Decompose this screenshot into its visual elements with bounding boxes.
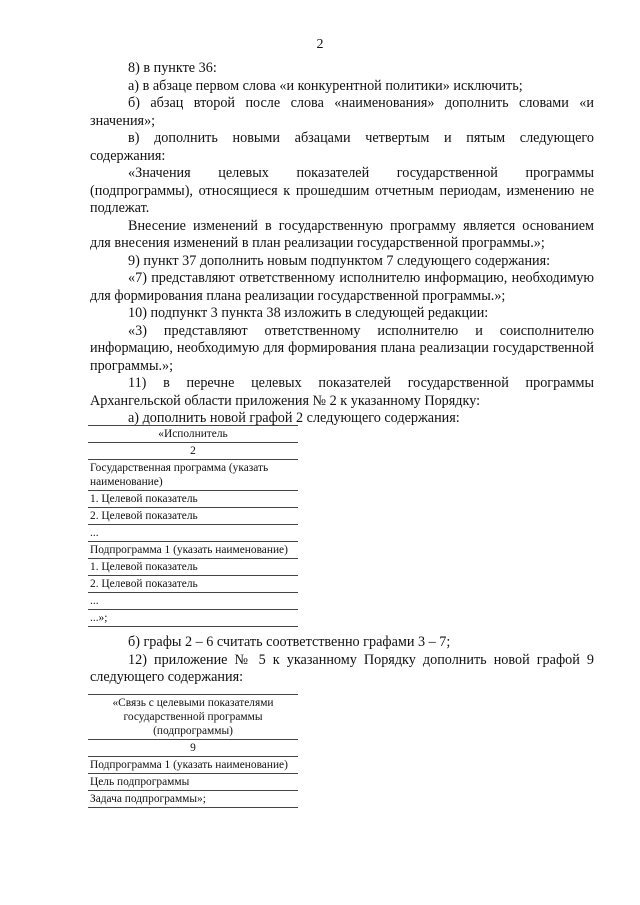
table-row: 1. Целевой показатель (88, 491, 298, 508)
table-row: 1. Целевой показатель (88, 559, 298, 576)
paragraph: а) в абзаце первом слова «и конкурентной политики» исключить; (128, 77, 523, 94)
table-row: ...»; (88, 610, 298, 627)
column-number: 9 (88, 740, 298, 757)
document-body-middle (90, 634, 594, 687)
table-row: 2. Целевой показатель (88, 508, 298, 525)
paragraph: а) дополнить новой графой 2 следующего содержания: (128, 410, 460, 426)
paragraph: 8) в пункте 36: (128, 60, 217, 76)
paragraph: Внесение изменений в государственную программу является основанием для внесения изменений в план реализации государственной программы.»; (90, 217, 594, 251)
paragraph: 9) пункт 37 дополнить новым подпунктом 7 следующего содержания: (128, 252, 551, 269)
target-link-table (88, 694, 298, 808)
table-row: ... (88, 525, 298, 542)
paragraph: в) дополнить новыми абзацами четвертым и пятым следующего содержания: (90, 130, 594, 164)
paragraph: б) графы 2 – 6 считать соответственно графами 3 – 7; (128, 634, 451, 650)
paragraph: 12) приложение № 5 к указанному Порядку дополнить новой графой 9 следующего содержания: (90, 651, 594, 685)
table-row: Подпрограмма 1 (указать наименование) (88, 757, 298, 774)
paragraph: «7) представляют ответственному исполнителю информацию, необходимую для формирования плана реализации государственной программы.»; (90, 270, 594, 304)
table-row: Государственная программа (указать наименование) (88, 460, 298, 491)
executor-table (88, 425, 298, 627)
column-number: 2 (88, 443, 298, 460)
table-row: Подпрограмма 1 (указать наименование) (88, 542, 298, 559)
table-row: Цель подпрограммы (88, 774, 298, 791)
table-row: ... (88, 593, 298, 610)
table-row: 2. Целевой показатель (88, 576, 298, 593)
table-header: «Связь с целевыми показателями государственной программы (подпрограммы) (88, 695, 298, 740)
paragraph: 11) в перечне целевых показателей государственной программы Архангельской области приложения № 2 к указанному Порядку: (90, 375, 594, 409)
paragraph: б) абзац второй после слова «наименования» дополнить словами «и значения»; (90, 95, 594, 129)
paragraph: «Значения целевых показателей государственной программы (подпрограммы), относящиеся к прошедшим отчетным периодам, изменению не подлежат. (90, 165, 594, 216)
paragraph: 10) подпункт 3 пункта 38 изложить в следующей редакции: (128, 305, 489, 321)
table-row: Задача подпрограммы»; (88, 791, 298, 808)
document-body-top (90, 60, 594, 428)
page-number: 2 (316, 37, 324, 52)
paragraph: «3) представляют ответственному исполнителю и соисполнителю информацию, необходимую для формирования плана реализации государственной программы.»; (90, 322, 594, 374)
table-header: «Исполнитель (88, 426, 298, 443)
